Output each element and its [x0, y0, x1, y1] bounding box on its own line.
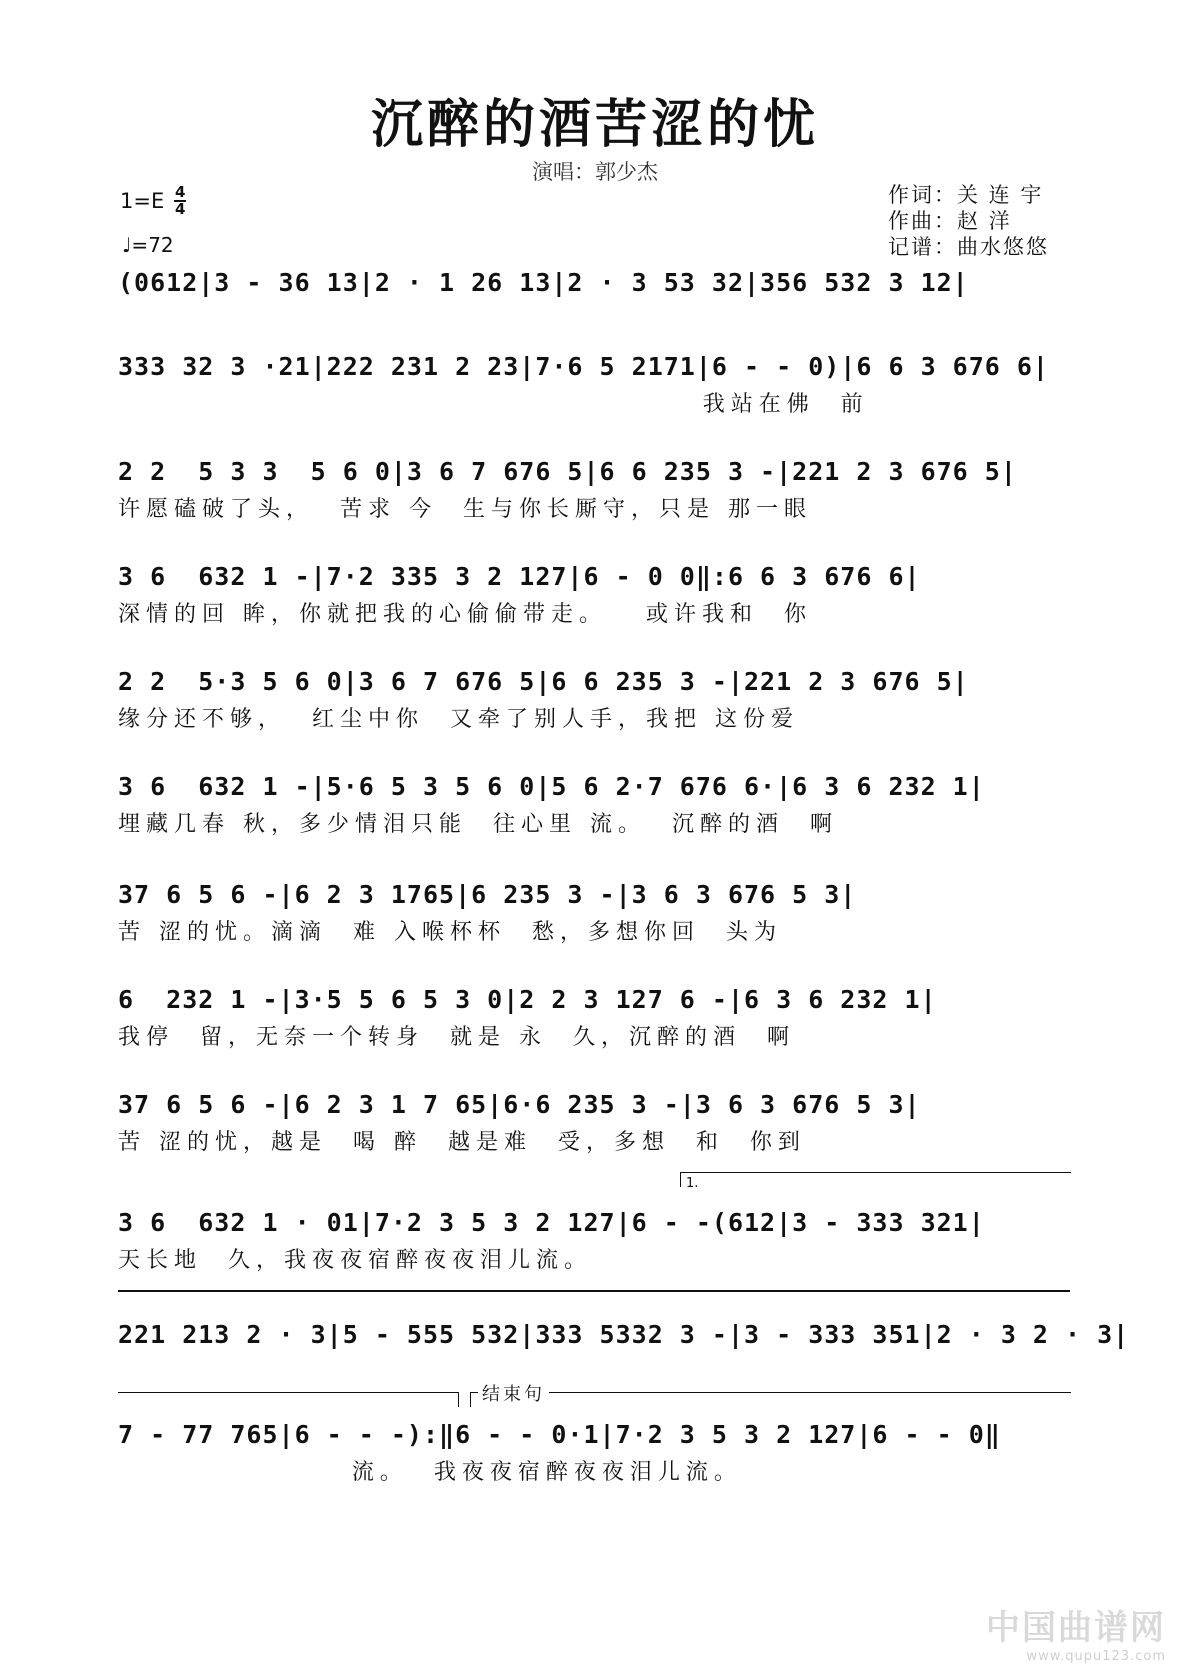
notation-line: 37 6 5 6 -|6 2 3 1 7 65|6·6 235 3 -|3 6 3 676 5 3|	[118, 1090, 921, 1119]
time-sig-top: 4	[175, 183, 186, 201]
credits-block	[888, 182, 1049, 260]
notation-line: 7 - 77 765|6 - - -):‖6 - - 0·1|7·2 3 5 3 2 127|6 - - 0‖	[118, 1420, 1001, 1449]
notation-line: 3 6 632 1 -|7·2 335 3 2 127|6 - 0 0‖:6 6 3 676 6|	[118, 562, 921, 591]
lyricist-credit: 作词：关 连 宇	[888, 183, 1044, 207]
score-system-9	[118, 1088, 1070, 1158]
score-system-12	[118, 1418, 1070, 1488]
site-watermark	[986, 1600, 1166, 1664]
watermark-url: www.qupu123.com	[1026, 1649, 1166, 1664]
lyric-line	[118, 1358, 1070, 1388]
score-system-5	[118, 665, 1070, 735]
notation-line: 3 6 632 1 · 01|7·2 3 5 3 2 127|6 - -(612|3 - 333 321|	[118, 1208, 985, 1237]
lyric-line: 苦 涩的忧，越是 喝 醉 越是难 受，多想 和 你到	[118, 1130, 806, 1155]
score-title: 沉醉的酒苦涩的忧	[370, 94, 819, 155]
score-system-3	[118, 455, 1070, 525]
key-signature	[120, 185, 186, 217]
transcriber-credit: 记谱：曲水悠悠	[888, 235, 1049, 259]
tempo-mark: ♩=72	[122, 233, 174, 257]
notation-line: (0612|3 - 36 13|2 · 1 26 13|2 · 3 53 32|356 532 3 12|	[118, 268, 969, 297]
time-signature	[174, 185, 186, 217]
lyric-line: 埋藏几春 秋，多少情泪只能 往心里 流。 沉醉的酒 啊	[118, 812, 838, 837]
section-divider	[118, 1290, 1070, 1292]
notation-line: 37 6 5 6 -|6 2 3 1765|6 235 3 -|3 6 3 676 5 3|	[118, 880, 857, 909]
notation-line: 2 2 5 3 3 5 6 0|3 6 7 676 5|6 6 235 3 -|221 2 3 676 5|	[118, 457, 1017, 486]
score-system-1	[118, 266, 1070, 336]
score-system-6	[118, 770, 1070, 840]
first-ending-label: 1.	[686, 1176, 699, 1191]
lyric-line: 流。 我夜夜宿醉夜夜泪儿流。	[118, 1460, 742, 1485]
ending-section-label: 结束句	[478, 1380, 549, 1406]
lyric-line	[118, 306, 1070, 336]
time-sig-bottom: 4	[175, 200, 186, 218]
score-system-8	[118, 983, 1070, 1053]
notation-line: 333 32 3 ·21|222 231 2 23|7·6 5 2171|6 - - 0)|6 6 3 676 6|	[118, 352, 1049, 381]
score-system-2	[118, 350, 1070, 420]
lyric-line: 深情的回 眸，你就把我的心偷偷带走。 或许我和 你	[118, 602, 812, 627]
coda-bracket	[470, 1392, 1071, 1407]
lyric-line: 许愿磕破了头， 苦求 今 生与你长厮守，只是 那一眼	[118, 497, 812, 522]
first-ending-bracket	[680, 1172, 1071, 1187]
notation-line: 221 213 2 · 3|5 - 555 532|333 5332 3 -|3 - 333 351|2 · 3 2 · 3|	[118, 1320, 1130, 1349]
singer-line: 演唱：郭少杰	[532, 160, 658, 184]
key-label: 1=E	[120, 189, 165, 213]
notation-line: 2 2 5·3 5 6 0|3 6 7 676 5|6 6 235 3 -|221 2 3 676 5|	[118, 667, 969, 696]
score-system-7	[118, 878, 1070, 948]
score-system-11	[118, 1318, 1130, 1388]
lyric-line: 缘分还不够， 红尘中你 又牵了别人手，我把 这份爱	[118, 707, 799, 732]
repeat-ending-bracket	[118, 1392, 459, 1407]
lyric-line: 我站在佛 前	[118, 392, 869, 417]
lyric-line: 天长地 久，我夜夜宿醉夜夜泪儿流。	[118, 1248, 592, 1273]
composer-credit: 作曲：赵 洋	[888, 209, 1012, 233]
notation-line: 3 6 632 1 -|5·6 5 3 5 6 0|5 6 2·7 676 6·|6 3 6 232 1|	[118, 772, 985, 801]
score-system-10	[118, 1206, 1070, 1276]
watermark-logo: 中国曲谱网	[986, 1608, 1166, 1648]
score-system-4	[118, 560, 1070, 630]
lyric-line: 苦 涩的忧。滴滴 难 入喉杯杯 愁，多想你回 头为	[118, 920, 782, 945]
lyric-line: 我停 留，无奈一个转身 就是 永 久，沉醉的酒 啊	[118, 1025, 795, 1050]
notation-line: 6 232 1 -|3·5 5 6 5 3 0|2 2 3 127 6 -|6 3 6 232 1|	[118, 985, 937, 1014]
